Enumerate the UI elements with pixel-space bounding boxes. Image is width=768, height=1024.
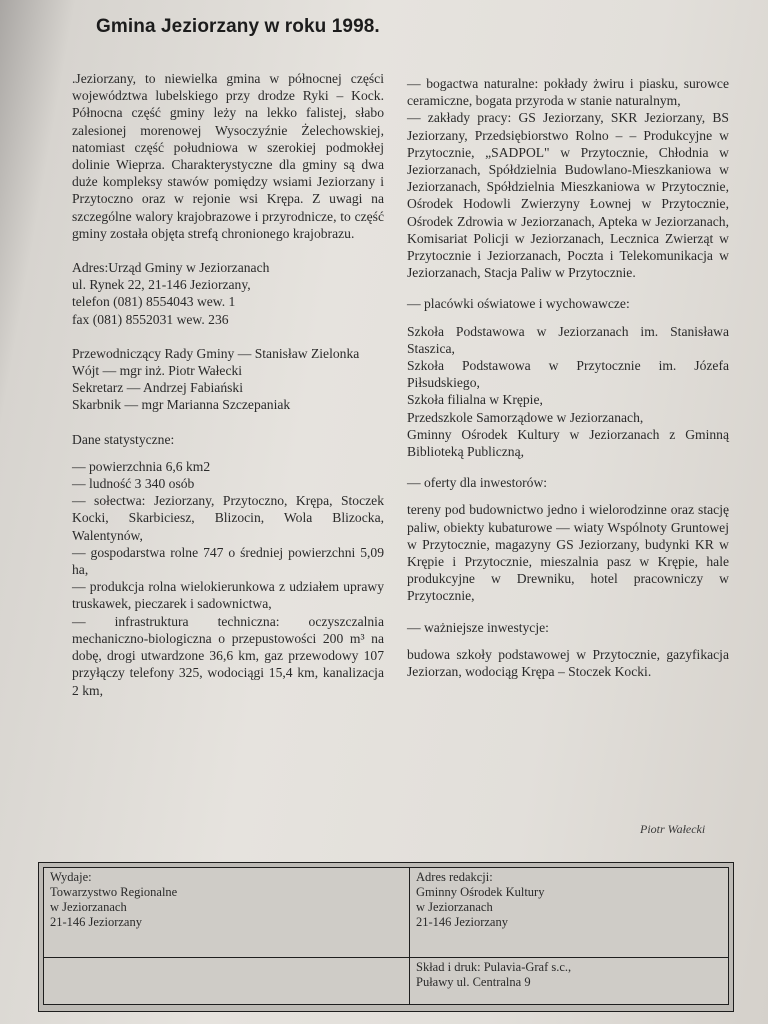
imprint-box: [38, 862, 734, 1012]
editorial-cell: [409, 867, 729, 959]
stats-item: — infrastruktura techniczna: oczyszczalnia mechaniczno-biologiczna o przepustowości 200 m³ na dobę, drogi utwardzone 36,6 km, gaz przewodowy 107 przyłączy telefony 325, wodociągi 15,4 km, kanalizacja 2 km,: [72, 613, 384, 698]
stats-item: — powierzchnia 6,6 km2: [72, 458, 211, 474]
school-item: Przedszkole Samorządowe w Jeziorzanach,: [407, 409, 644, 425]
resources-paragraph: — bogactwa naturalne: pokłady żwiru i piasku, surowce ceramiczne, bogata przyroda w stanie naturalnym,: [407, 76, 729, 109]
stats-item: — sołectwa: Jeziorzany, Przytoczno, Krępa, Stoczek Kocki, Skarbiciesz, Blizocin, Wola Blizocka, Walentynów,: [72, 493, 384, 543]
publisher-line: Towarzystwo Regionalne: [50, 885, 178, 899]
editorial-line: 21-146 Jeziorzany: [416, 915, 508, 929]
right-column: [407, 75, 729, 680]
editorial-line: w Jeziorzanach: [416, 900, 493, 914]
address-block: [62, 259, 384, 328]
stats-item: — produkcja rolna wielokierunkowa z udziałem uprawy truskawek, pieczarek i sadownictwa,: [72, 579, 384, 612]
author-signature: Piotr Wałecki: [640, 822, 706, 836]
school-item: Szkoła Podstawowa w Jeziorzanach im. Stanisława Staszica,: [407, 323, 729, 356]
editorial-line: Gminny Ośrodek Kultury: [416, 885, 545, 899]
workplaces-paragraph: — zakłady pracy: GS Jeziorzany, SKR Jeziorzany, BS Jeziorzany, Przedsiębiorstwo Rolno – – Produkcyjne w Przytocznie, „SADPOL" w Przytocznie, Chłodnia w Jeziorzanach, Spółdzielnia Budowlano-Mieszkaniowa w Jeziorzanach, Spółdzielnia Mieszkaniowa w Przytocznie, Ośrodek Hodowli Zwierzyny Łownej w Przytocznie, Ośrodek Zdrowia w Jeziorzanach, Apteka w Jeziorzanach, Komisariat Policji w Jeziorzanach, Lecznica Zwierząt w Przytocznie i Jeziorzanach, Poczta i Telekomunikacja w Jeziorzanach, Stacja Paliw w Przytocznie.: [407, 110, 729, 281]
address-line: Adres:Urząd Gminy w Jeziorzanach: [72, 260, 270, 276]
editorial-line: Adres redakcji:: [416, 870, 493, 884]
official-line: Sekretarz — Andrzej Fabiański: [72, 380, 244, 396]
schools-list: [407, 323, 729, 461]
school-item: Szkoła Podstawowa w Przytocznie im. Józefa Piłsudskiego,: [407, 358, 729, 391]
stats-item: — ludność 3 340 osób: [72, 476, 195, 492]
empty-cell: [43, 957, 411, 1005]
stats-heading: Dane statystyczne:: [72, 431, 175, 447]
schools-heading: — placówki oświatowe i wychowawcze:: [407, 296, 630, 312]
official-line: Przewodniczący Rady Gminy — Stanisław Zielonka: [72, 345, 360, 361]
stats-item: — gospodarstwa rolne 747 o średniej powierzchni 5,09 ha,: [72, 544, 384, 578]
address-line: telefon (081) 8554043 wew. 1: [72, 294, 236, 310]
official-line: Wójt — mgr inż. Piotr Wałecki: [72, 363, 243, 379]
investments-heading: — ważniejsze inwestycje:: [407, 619, 549, 635]
printing-line: Puławy ul. Centralna 9: [416, 975, 531, 989]
school-item: Gminny Ośrodek Kultury w Jeziorzanach z Gminną Biblioteką Publiczną,: [407, 426, 729, 460]
printing-line: Skład i druk: Pulavia-Graf s.c.,: [416, 960, 572, 974]
publisher-line: Wydaje:: [50, 870, 92, 884]
publisher-cell: [43, 867, 411, 959]
official-line: Skarbnik — mgr Marianna Szczepaniak: [72, 397, 291, 413]
officials-block: [62, 345, 384, 414]
school-item: Szkoła filialna w Krępie,: [407, 392, 543, 408]
stats-list: [62, 458, 384, 699]
left-column: [62, 70, 384, 699]
publisher-line: 21-146 Jeziorzany: [50, 915, 142, 929]
page-title: Gmina Jeziorzany w roku 1998.: [96, 16, 380, 37]
intro-paragraph: .Jeziorzany, to niewielka gmina w północnej części województwa lubelskiego przy drodze Ryki – Kock. Północna część gminy leży na lekko falistej, słabo zalesionej morenowej Wysoczyźnie Żelechowskiej, natomiast część południowa w szerokiej podmokłej dolinie Wieprza. Charakterystyczne dla gminy są dwa duże kompleksy stawów pomiędzy wsiami Jeziorzany i Przytoczno oraz w rejonie wsi Krępa. Z uwagi na szczególne walory krajobrazowe i przyrodnicze, to część gminy została objęta strefą chronionego krajobrazu.: [72, 71, 384, 241]
printing-cell: [409, 957, 729, 1005]
publisher-line: w Jeziorzanach: [50, 900, 127, 914]
investments-paragraph: budowa szkoły podstawowej w Przytocznie, gazyfikacja Jeziorzan, wodociąg Krępa – Stoczek Kocki.: [407, 646, 729, 680]
address-line: fax (081) 8552031 wew. 236: [72, 311, 229, 327]
offers-heading: — oferty dla inwestorów:: [407, 475, 548, 491]
address-line: ul. Rynek 22, 21-146 Jeziorzany,: [72, 277, 251, 293]
offers-paragraph: tereny pod budownictwo jedno i wielorodzinne oraz stację paliw, obiekty kubaturowe — wiaty Wspólnoty Gruntowej w Przytocznie, magazyny GS Jeziorzany, budynki KR w Krępie i Przytocznie, mieszalnia pasz w Krępie, hale produkcyjne w Drewniku, hotel pracowniczy w Przytocznie,: [407, 502, 729, 604]
